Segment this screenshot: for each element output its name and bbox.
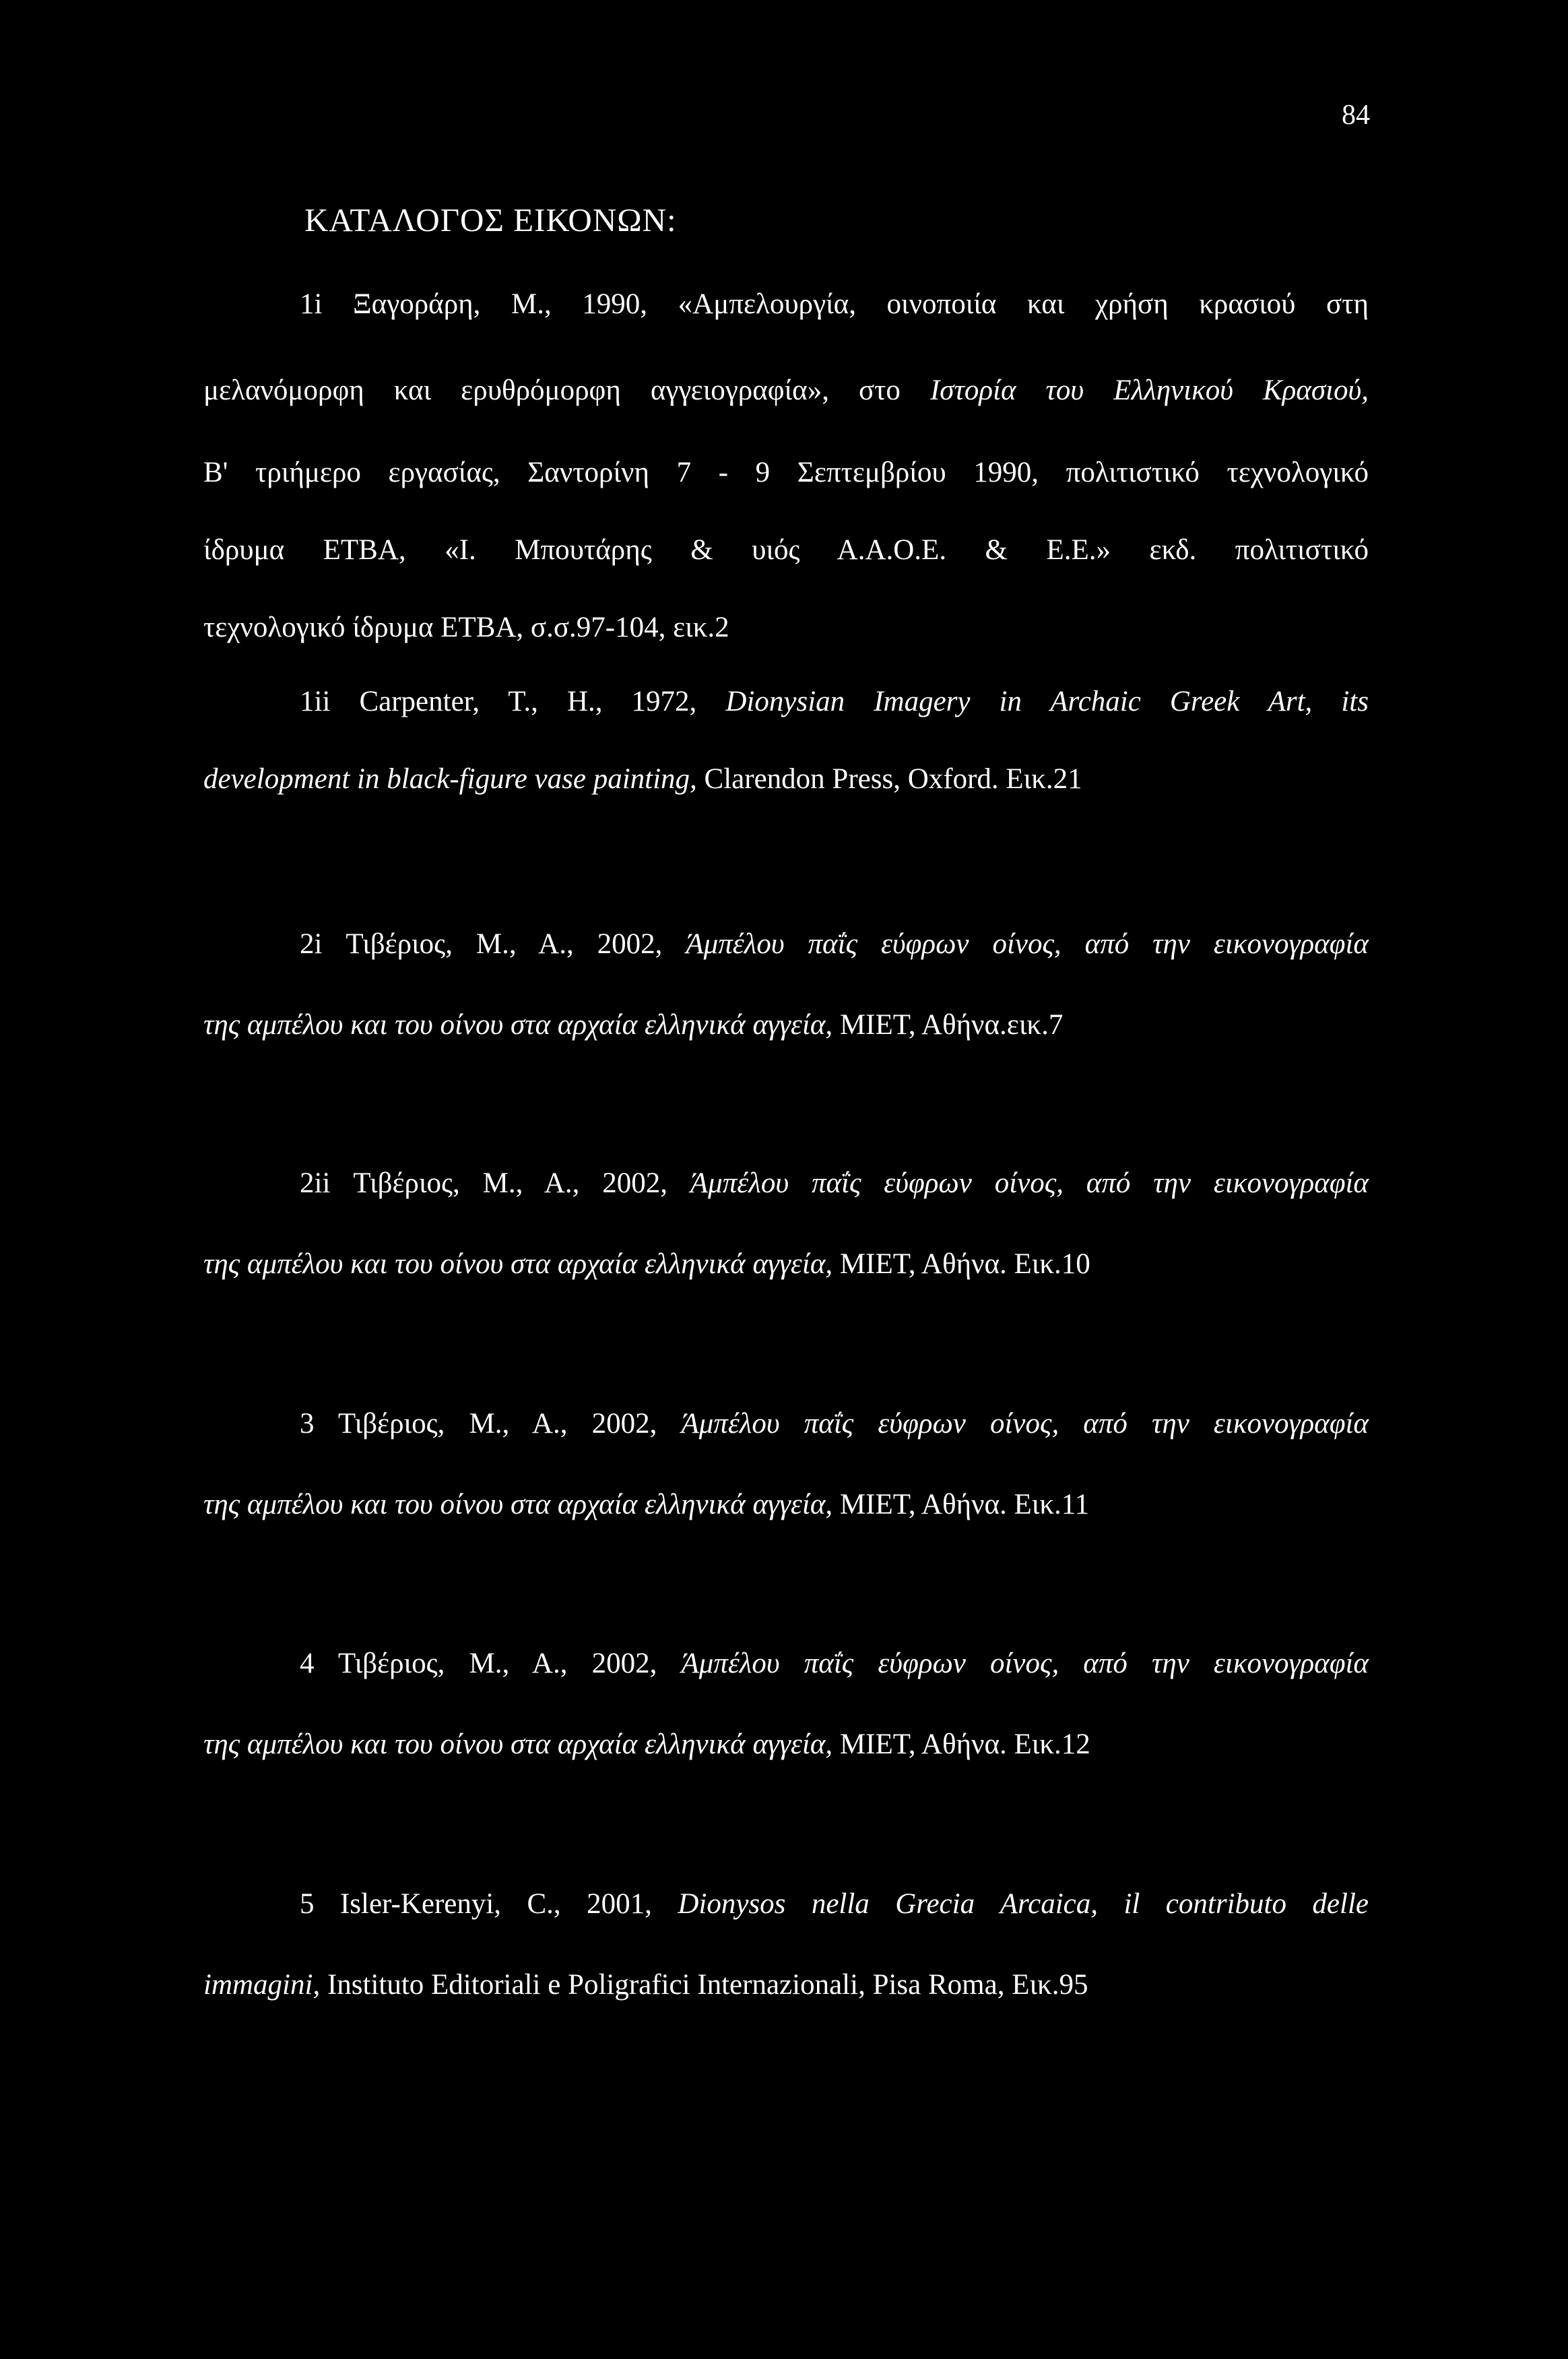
list-item-1i-line-2: μελανόμορφη και ερυθρόμορφη αγγειογραφία», στο Ιστορία του Ελληνικού Κρασιού, xyxy=(203,375,1369,406)
list-item-2ii-line-2: της αμπέλου και του οίνου στα αρχαία ελληνικά αγγεία, ΜΙΕΤ, Αθήνα. Εικ.10 xyxy=(203,1248,1090,1280)
list-item-1i-line-5: τεχνολογικό ίδρυμα ΕΤΒΑ, σ.σ.97-104, εικ.2 xyxy=(203,612,729,643)
list-item-4-line-2: της αμπέλου και του οίνου στα αρχαία ελληνικά αγγεία, ΜΙΕΤ, Αθήνα. Εικ.12 xyxy=(203,1728,1090,1760)
list-item-1ii-line-2: development in black-figure vase painting, Clarendon Press, Oxford. Εικ.21 xyxy=(203,763,1082,795)
list-item-1i-line-4: ίδρυμα ΕΤΒΑ, «Ι. Μπουτάρης & υιός Α.Α.Ο.Ε. & Ε.Ε.» εκδ. πολιτιστικό xyxy=(203,534,1369,566)
list-item-2i-line-2: της αμπέλου και του οίνου στα αρχαία ελληνικά αγγεία, ΜΙΕΤ, Αθήνα.εικ.7 xyxy=(203,1009,1064,1041)
list-item-4-line-1: 4 Τιβέριος, Μ., Α., 2002, Άμπέλου παΐς εύφρων οίνος, από την εικονογραφία xyxy=(300,1648,1369,1679)
list-item-1ii-line-1: 1ii Carpenter, T., H., 1972, Dionysian Imagery in Archaic Greek Art, its xyxy=(300,686,1369,717)
list-item-2i-line-1: 2i Τιβέριος, Μ., Α., 2002, Άμπέλου παΐς εύφρων οίνος, από την εικονογραφία xyxy=(300,928,1369,960)
list-item-5-line-2: immagini, Instituto Editoriali e Poligrafici Internazionali, Pisa Roma, Εικ.95 xyxy=(203,1969,1088,2001)
page-number: 84 xyxy=(1342,100,1370,131)
list-item-2ii-line-1: 2ii Τιβέριος, Μ., Α., 2002, Άμπέλου παΐς εύφρων οίνος, από την εικονογραφία xyxy=(300,1167,1369,1199)
page-title: ΚΑΤΑΛΟΓΟΣ ΕΙΚΟΝΩΝ: xyxy=(304,201,677,238)
list-item-3-line-2: της αμπέλου και του οίνου στα αρχαία ελληνικά αγγεία, ΜΙΕΤ, Αθήνα. Εικ.11 xyxy=(203,1489,1090,1520)
list-item-1i-line-3: Β' τριήμερο εργασίας, Σαντορίνη 7 - 9 Σεπτεμβρίου 1990, πολιτιστικό τεχνολογικό xyxy=(203,457,1369,488)
list-item-1i-line-1: 1i Ξαγοράρη, Μ., 1990, «Αμπελουργία, οινοποιία και χρήση κρασιού στη xyxy=(300,288,1369,320)
list-item-5-line-1: 5 Isler-Kerenyi, C., 2001, Dionysos nella Grecia Arcaica, il contributo delle xyxy=(300,1888,1369,1920)
list-item-3-line-1: 3 Τιβέριος, Μ., Α., 2002, Άμπέλου παΐς εύφρων οίνος, από την εικονογραφία xyxy=(300,1408,1369,1440)
